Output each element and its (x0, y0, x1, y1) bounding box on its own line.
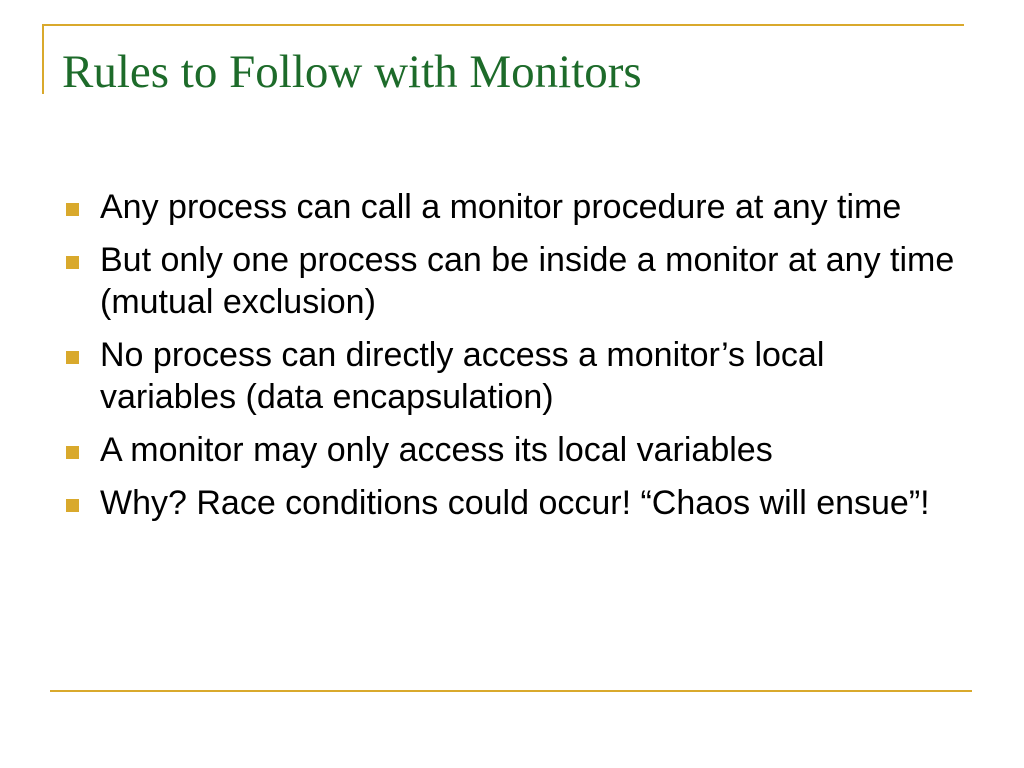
bullet-text: Any process can call a monitor procedure at any time (100, 188, 902, 226)
bullet-text: Why? Race conditions could occur! “Chaos will ensue”! (100, 484, 930, 522)
bullet-item (62, 482, 962, 524)
bullet-text: A monitor may only access its local variables (100, 431, 773, 469)
square-bullet-icon (66, 256, 79, 269)
bullet-text: But only one process can be inside a monitor at any time (mutual exclusion) (100, 241, 955, 321)
bullet-item (62, 186, 962, 228)
bullet-item (62, 429, 962, 471)
bottom-divider-line (50, 690, 972, 692)
top-divider-line (42, 24, 964, 26)
bullet-text: No process can directly access a monitor’s local variables (data encapsulation) (100, 336, 825, 416)
bullet-list (62, 186, 962, 535)
square-bullet-icon (66, 351, 79, 364)
slide-title: Rules to Follow with Monitors (62, 46, 642, 98)
square-bullet-icon (66, 203, 79, 216)
left-accent-line (42, 24, 44, 94)
square-bullet-icon (66, 446, 79, 459)
bullet-item (62, 239, 962, 323)
square-bullet-icon (66, 499, 79, 512)
bullet-item (62, 334, 962, 418)
